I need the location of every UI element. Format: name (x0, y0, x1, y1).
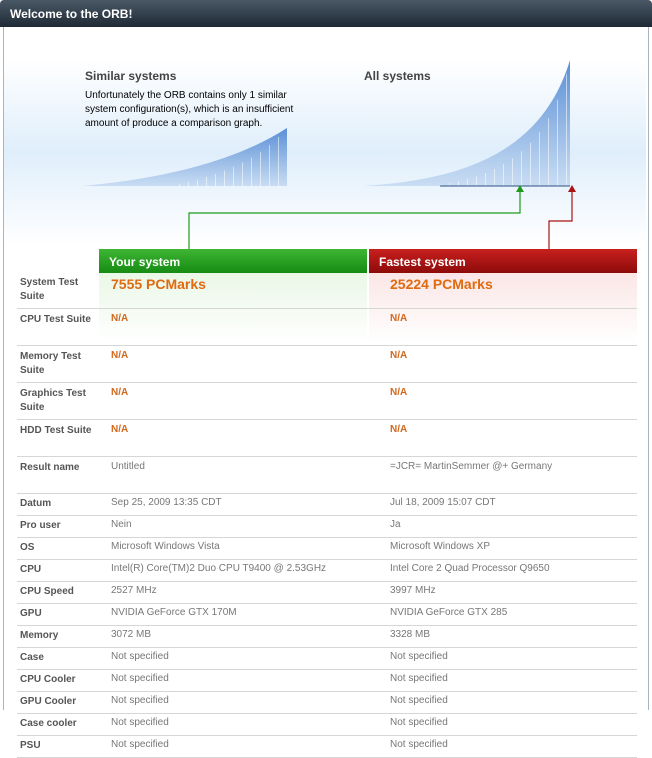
fastest-system-value-text: Not specified (390, 695, 448, 706)
your-system-value (102, 670, 381, 692)
fastest-system-connector (549, 185, 576, 249)
row-label (17, 538, 102, 560)
fastest-system-value (381, 648, 637, 670)
your-system-value (102, 648, 381, 670)
row-label-text: GPU Cooler (20, 696, 77, 707)
your-system-header (99, 249, 367, 273)
row-label-text: CPU Cooler (20, 674, 76, 685)
fastest-system-value (381, 346, 637, 383)
your-system-value-text: N/A (111, 350, 129, 361)
row-label (17, 457, 102, 494)
row-label-text: Memory (20, 630, 59, 641)
row-label (17, 309, 102, 346)
your-system-value (102, 516, 381, 538)
row-label (17, 383, 102, 420)
your-system-value-text: Not specified (111, 673, 169, 684)
fastest-system-value (381, 457, 637, 494)
your-system-value (102, 346, 381, 383)
row-label-text: Datum (20, 498, 52, 509)
table-row (17, 274, 637, 309)
table-row (17, 516, 637, 538)
row-label (17, 494, 102, 516)
table-row (17, 714, 637, 736)
fastest-system-value-text: 3997 MHz (390, 585, 436, 596)
row-label-text: CPU Speed (20, 586, 74, 597)
fastest-system-value (381, 560, 637, 582)
row-label-text: Case (20, 652, 44, 663)
your-system-value-text: Microsoft Windows Vista (111, 541, 220, 552)
fastest-system-value (381, 309, 637, 346)
table-row (17, 648, 637, 670)
your-system-value-text: 2527 MHz (111, 585, 157, 596)
fastest-system-value (381, 670, 637, 692)
your-system-value-text: Nein (111, 519, 132, 530)
your-system-value-text: Untitled (111, 461, 145, 472)
your-system-value-text: Sep 25, 2009 13:35 CDT (111, 497, 222, 508)
row-label (17, 714, 102, 736)
row-label (17, 274, 102, 309)
row-label (17, 670, 102, 692)
table-row (17, 736, 637, 758)
table-row (17, 560, 637, 582)
row-label-text: OS (20, 542, 35, 553)
fastest-system-value (381, 494, 637, 516)
table-row (17, 604, 637, 626)
your-system-value-text: 3072 MB (111, 629, 152, 640)
fastest-system-value-text: 25224 PCMarks (390, 276, 493, 292)
your-system-value (102, 582, 381, 604)
your-system-value (102, 383, 381, 420)
row-label-text: HDD Test Suite (20, 425, 92, 436)
fastest-system-value-text: Not specified (390, 673, 448, 684)
fastest-system-value-text: Microsoft Windows XP (390, 541, 491, 552)
fastest-system-value-text: Intel Core 2 Quad Processor Q9650 (390, 563, 550, 574)
row-label (17, 420, 102, 457)
row-label-text: CPU (20, 564, 42, 575)
fastest-system-value (381, 692, 637, 714)
your-system-value-text: 7555 PCMarks (111, 276, 206, 292)
fastest-system-value-text: Not specified (390, 651, 448, 662)
fastest-system-value (381, 274, 637, 309)
fastest-system-header-label: Fastest system (379, 255, 466, 269)
fastest-system-value-text: Ja (390, 519, 401, 530)
fastest-system-value (381, 538, 637, 560)
row-label-text: Case cooler (20, 718, 77, 729)
your-system-value (102, 604, 381, 626)
table-row (17, 538, 637, 560)
fastest-system-value (381, 420, 637, 457)
window-title: Welcome to the ORB! (10, 7, 133, 21)
all-systems-title: All systems (364, 69, 431, 83)
fastest-system-value-text: Not specified (390, 739, 448, 750)
table-row (17, 670, 637, 692)
your-system-value-text: NVIDIA GeForce GTX 170M (111, 607, 237, 618)
all-systems-curve (364, 60, 570, 186)
your-system-value (102, 494, 381, 516)
row-label (17, 582, 102, 604)
your-system-value-text: N/A (111, 387, 129, 398)
your-system-value-text: Not specified (111, 717, 169, 728)
table-row (17, 692, 637, 714)
comparison-table (17, 274, 637, 758)
row-label-text: Result name (20, 462, 80, 473)
row-label (17, 516, 102, 538)
your-system-value-text: Not specified (111, 695, 169, 706)
fastest-system-value-text: N/A (390, 424, 408, 435)
row-label (17, 736, 102, 758)
fastest-system-value (381, 582, 637, 604)
row-label (17, 346, 102, 383)
fastest-system-value-text: Not specified (390, 717, 448, 728)
fastest-system-value (381, 516, 637, 538)
your-system-value (102, 560, 381, 582)
table-row (17, 457, 637, 494)
fastest-system-value (381, 736, 637, 758)
row-label (17, 692, 102, 714)
table-row (17, 383, 637, 420)
table-row (17, 346, 637, 383)
similar-systems-title: Similar systems (85, 69, 177, 83)
fastest-system-value-text: =JCR= MartinSemmer @+ Germany (390, 461, 553, 472)
your-system-value-text: Intel(R) Core(TM)2 Duo CPU T9400 @ 2.53GHz (111, 563, 327, 574)
table-row (17, 309, 637, 346)
your-system-value (102, 692, 381, 714)
your-system-connector (189, 185, 524, 249)
row-label (17, 648, 102, 670)
fastest-system-value (381, 714, 637, 736)
your-system-value (102, 714, 381, 736)
row-label (17, 560, 102, 582)
row-label-text: Memory Test Suite (20, 351, 81, 376)
table-row (17, 420, 637, 457)
your-system-value-text: N/A (111, 313, 129, 324)
your-system-header-label: Your system (109, 255, 181, 269)
fastest-system-value-text: N/A (390, 313, 408, 324)
fastest-system-value-text: N/A (390, 387, 408, 398)
fastest-system-value-text: NVIDIA GeForce GTX 285 (390, 607, 508, 618)
your-system-value-text: N/A (111, 424, 129, 435)
fastest-system-header (369, 249, 637, 273)
fastest-system-value-text: N/A (390, 350, 408, 361)
row-label-text: System Test Suite (20, 277, 79, 302)
your-system-value (102, 274, 381, 309)
your-system-value (102, 309, 381, 346)
table-row (17, 626, 637, 648)
row-label-text: CPU Test Suite (20, 314, 91, 325)
row-label-text: Graphics Test Suite (20, 388, 86, 413)
your-system-value (102, 538, 381, 560)
distribution-graphs (0, 0, 652, 280)
your-system-value (102, 736, 381, 758)
your-system-value (102, 626, 381, 648)
row-label (17, 626, 102, 648)
row-label-text: GPU (20, 608, 42, 619)
row-label-text: PSU (20, 740, 41, 751)
table-row (17, 494, 637, 516)
similar-systems-message: Unfortunately the ORB contains only 1 similar system configuration(s), which is an insufficient amount of produce a comparison graph. (85, 90, 294, 129)
your-system-value-text: Not specified (111, 739, 169, 750)
table-row (17, 582, 637, 604)
similar-systems-curve (82, 128, 287, 186)
row-label-text: Pro user (20, 520, 61, 531)
fastest-system-value (381, 626, 637, 648)
your-system-value (102, 420, 381, 457)
your-system-value-text: Not specified (111, 651, 169, 662)
your-system-value (102, 457, 381, 494)
fastest-system-value (381, 604, 637, 626)
fastest-system-value (381, 383, 637, 420)
fastest-system-value-text: 3328 MB (390, 629, 431, 640)
fastest-system-value-text: Jul 18, 2009 15:07 CDT (390, 497, 496, 508)
row-label (17, 604, 102, 626)
